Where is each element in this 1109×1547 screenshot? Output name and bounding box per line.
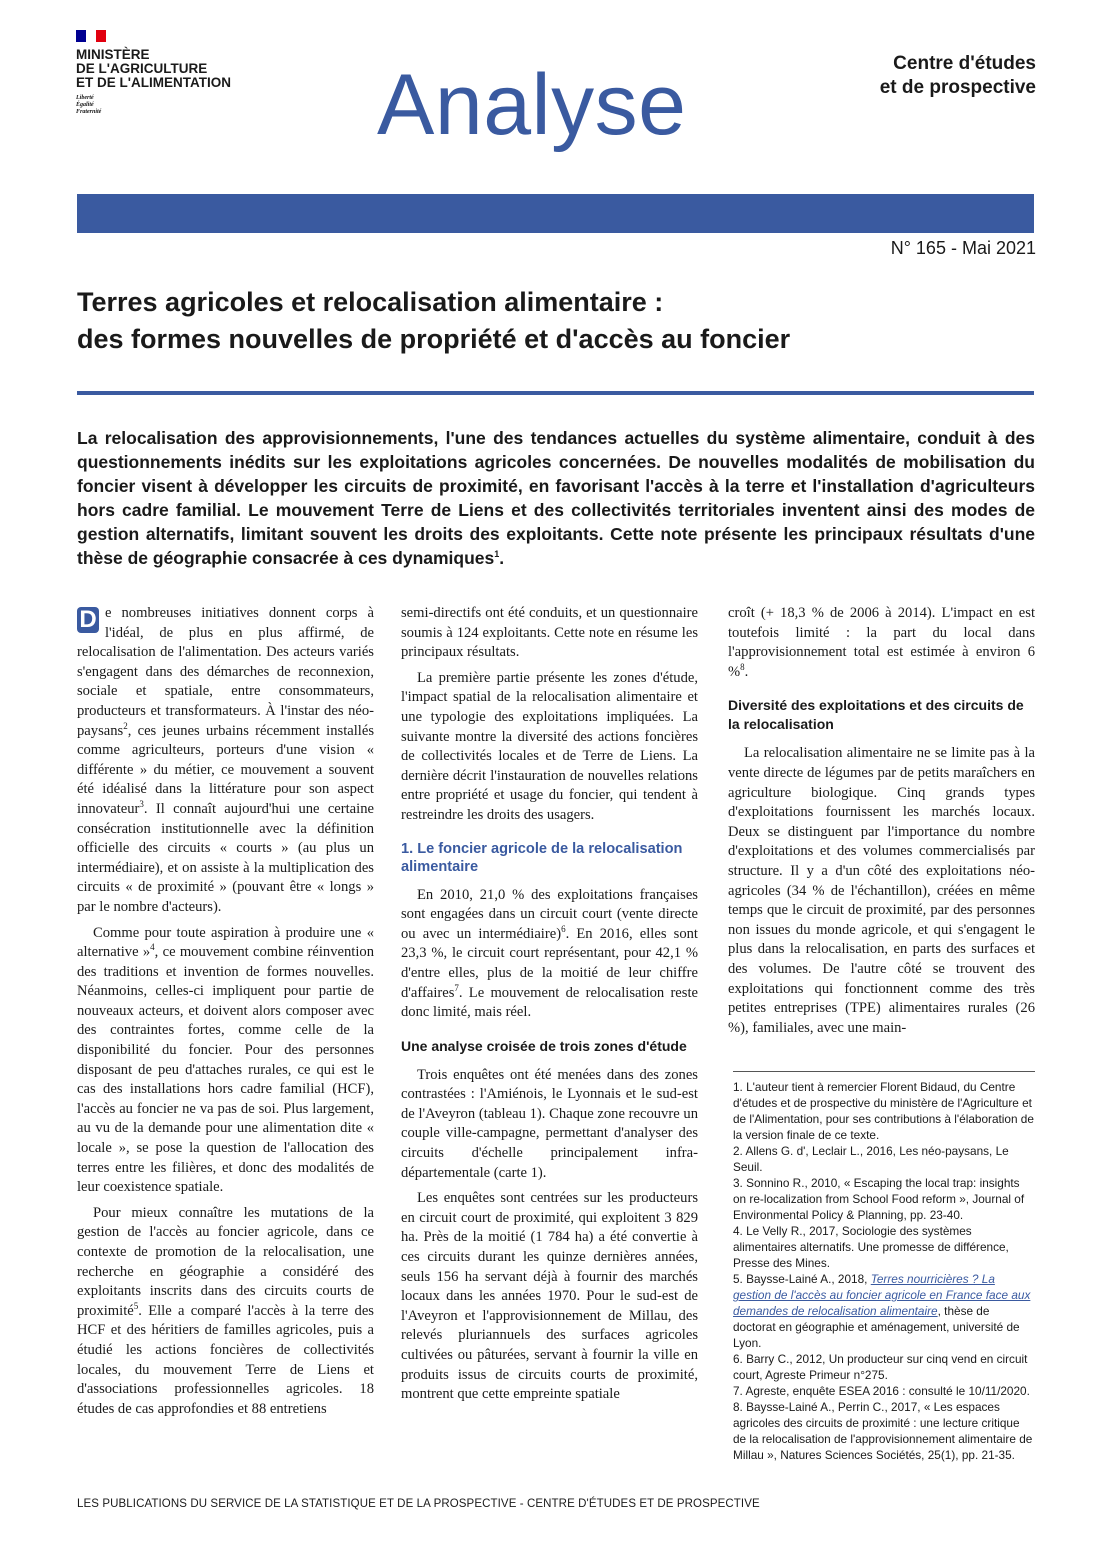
column-3 — [728, 604, 1035, 1044]
footnote: 8. Baysse-Lainé A., Perrin C., 2017, « Les espaces agricoles des circuits de proximité : une lecture critique de la relocalisation de l'approvisionnement alimentaire de Millau », Natures Sciences Sociétés, 25(1), pp. 21-35. — [733, 1400, 1033, 1462]
issue-number: N° 165 - Mai 2021 — [890, 238, 1036, 258]
footnote: 5. Baysse-Lainé A., 2018, Terres nourricières ? La gestion de l'accès au foncier agricole en France face aux demandes de relocalisation alimentaire, thèse de doctorat en géographie et aménagement, université de Lyon. — [733, 1272, 1031, 1350]
marianne-flag-icon — [76, 30, 106, 42]
headline-rule — [77, 391, 1034, 395]
footnote: 2. Allens G. d', Leclair L., 2016, Les néo-paysans, Le Seuil. — [733, 1144, 1009, 1174]
footnote: 3. Sonnino R., 2010, « Escaping the local trap: insights on re-localization from School Food reform », Journal of Environmental Policy & Planning, pp. 23-40. — [733, 1176, 1025, 1222]
abstract-text: La relocalisation des approvisionnements, l'une des tendances actuelles du système alimentaire, conduit à des questionnements inédits sur les exploitations agricoles concernées. De nouvelles modalités de mobilisation du foncier visent à développer les circuits de proximité, en favorisant l'accès à la terre et l'installation d'agriculteurs hors cadre familial. Le mouvement Terre de Liens et des collectivités territoriales inventent ainsi des modes de gestion alternatifs, limitant souvent les droits des exploitants. Cette note présente les principaux résultats d'une thèse de géographie consacrée à ces dynamiques — [77, 428, 1035, 568]
footnotes — [733, 1075, 1035, 1463]
footnote: 6. Barry C., 2012, Un producteur sur cinq vend en circuit court, Agreste Primeur n°275. — [733, 1352, 1028, 1382]
subsection-title: Diversité des exploitations et des circuits de la relocalisation — [728, 697, 1024, 733]
footnote: 4. Le Velly R., 2017, Sociologie des systèmes alimentaires alternatifs. Une promesse de différence, Presse des Mines. — [733, 1224, 1009, 1270]
center-name: Centre d'études et de prospective — [879, 53, 1036, 98]
headline-line-1: Terres agricoles et relocalisation alimentaire : — [77, 287, 664, 317]
article-headline — [77, 284, 1037, 358]
footnote-ref: 1 — [494, 549, 500, 560]
section-title: 1. Le foncier agricole de la relocalisation alimentaire — [401, 840, 683, 875]
paragraph: D e nombreuses initiatives donnent corps à l'idéal, de plus en plus affirmé, de relocalisation de l'alimentation. Des acteurs variés s'engagent dans des démarches de reconnexion, sociale et spatiale, entre consommateurs, producteurs et transformateurs. À l'instar des néo-paysans$^2$, ces jeunes urbains récemment installés comme agriculteurs, porteurs d'une vision « différente » du métier, ce mouvement a souvent été idéalisé dans la littérature pour son aspect innovateur$^3$. Il connaît aujourd'hui une certaine consécration institutionnelle avec la définition officielle des circuits « courts » (au plus un intermédiaire), et on assiste à la multiplication des circuits « de proximité » (pouvant être « longs » par le nombre d'acteurs). — [77, 605, 374, 915]
subsection-title: Une analyse croisée de trois zones d'étude — [401, 1037, 687, 1054]
header-band — [77, 194, 1034, 233]
publication-title: Analyse — [377, 57, 687, 153]
headline-line-2: des formes nouvelles de propriété et d'accès au foncier — [77, 324, 791, 354]
abstract: La relocalisation des approvisionnements, l'une des tendances actuelles du système alimentaire, conduit à des questionnements inédits sur les exploitations agricoles concernées. De nouvelles modalités de mobilisation du foncier visent à développer les circuits de proximité, en favorisant l'accès à la terre et l'installation d'agriculteurs hors cadre familial. Le mouvement Terre de Liens et des collectivités territoriales inventent ainsi des modes de gestion alternatifs, limitant souvent les droits des exploitants. Cette note présente les principaux résultats d'une thèse de géographie consacrée à ces dynamiques$^1$. — [77, 428, 1035, 568]
column-2 — [401, 604, 698, 1411]
paragraph: Trois enquêtes ont été menées dans des zones contrastées : l'Amiénois, le Lyonnais et le sud-est de l'Aveyron (tableau 1). Chaque zone recouvre un couple ville-campagne, permettant d'analyser des circuits d'échelle principalement infra-départementale (carte 1). — [401, 1066, 698, 1181]
ministry-logo — [76, 30, 276, 116]
paragraph: Les enquêtes sont centrées sur les producteurs en circuit court de proximité, qui exploitent 3 829 ha. Près de la moitié (1 784 ha) a été convertie à ces circuits durant les quinze dernières années, seuls 156 ha servant déjà à fournir des marchés locaux dans les années 1970. Pour le sud-est de l'Aveyron et l'approvisionnement de Millau, des relevés pluriannuels des surfaces agricoles cultivées ou pâturées, servant à fournir la ville en produits issus de circuits courts de proximité, montrent que cette empreinte spatiale — [401, 1190, 698, 1403]
paragraph: En 2010, 21,0 % des exploitations françaises sont engagées dans un circuit court (vente directe ou avec un intermédiaire)$^6$. En 2016, elles sont 23,3 %, le circuit court représentant, pour 42,1 % d'entre elles, plus de la moitié de leur chiffre d'affaires$^7$. Le mouvement de relocalisation reste donc limité, mais réel. — [401, 886, 698, 1021]
ministry-name: MINISTÈRE DE L'AGRICULTURE ET DE L'ALIMENTATION — [76, 47, 231, 90]
footnote: 7. Agreste, enquête ESEA 2016 : consulté le 10/11/2020. — [733, 1384, 1030, 1398]
page-footer: LES PUBLICATIONS DU SERVICE DE LA STATISTIQUE ET DE LA PROSPECTIVE - CENTRE D'ÉTUDES ET DE PROSPECTIVE — [77, 1498, 760, 1510]
paragraph: semi-directifs ont été conduits, et un questionnaire soumis à 124 exploitants. Cette note en résume les principaux résultats. — [401, 605, 698, 661]
paragraph: La première partie présente les zones d'étude, l'impact spatial de la relocalisation alimentaire et une typologie des exploitations impliquées. La suivante montre la diversité des actions foncières de collectivités locales et de Terre de Liens. La dernière décrit l'instauration de nouvelles relations entre propriété et usage du foncier, qui tendent à restreindre les droits des usagers. — [401, 669, 698, 823]
column-1 — [77, 604, 374, 1425]
paragraph: croît (+ 18,3 % de 2006 à 2014). L'impact en est toutefois limité : la part du local dans l'approvisionnement total est estimée à environ 6 %$^8$. — [728, 605, 1035, 680]
paragraph: Pour mieux connaître les mutations de la gestion de l'accès au foncier agricole, dans ce contexte de promotion de la relocalisation, une recherche en géographie a considéré des exploitants inscrits dans des circuits courts de proximité$^5$. Elle a comparé l'accès à la terre des HCF et des héritiers de familles agricoles, puis a étudié les actions foncières de collectivités locales, du mouvement Terre de Liens et d'associations professionnelles agricoles. 18 études de cas approfondies et 88 entretiens — [77, 1204, 374, 1417]
thesis-link[interactable]: Terres nourricières ? La gestion de l'accès au foncier agricole en France face aux demandes de relocalisation alimentaire — [733, 1272, 1031, 1318]
dropcap: D — [77, 607, 99, 633]
footnote: 1. L'auteur tient à remercier Florent Bidaud, du Centre d'études et de prospective du ministère de l'Agriculture et de l'Alimentation, pour ses contributions à l'élaboration de la version finale de ce texte. — [733, 1080, 1034, 1142]
paragraph: Comme pour toute aspiration à produire une « alternative »$^4$, ce mouvement combine réinvention des traditions et invention de formes nouvelles. Néanmoins, celles-ci impliquent pour partie de nouveaux acteurs, et doivent alors composer avec des contraintes fortes, comme celle de la disponibilité du foncier. Pour des personnes disposant de peu d'attaches rurales, ce qui est le cas des installations hors cadre familial (HCF), l'accès au foncier ne va pas de soi. Plus largement, au vu de la demande pour une alimentation dite « locale », se pose la question de l'allocation des terres entre les filières, et donc des modalités de leur coexistence spatiale. — [77, 924, 375, 1196]
republic-motto: Liberté Égalité Fraternité — [76, 95, 102, 115]
footnotes-rule — [733, 1071, 1035, 1072]
paragraph: La relocalisation alimentaire ne se limite pas à la vente directe de légumes par de petits maraîchers en agriculture biologique. Cinq grands types d'exploitations fournissent les marchés locaux. Deux se distinguent par l'importance du nombre d'exploitations et des volumes commercialisés par structure. Il y a d'un côté des exploitations néo-agricoles (34 % de l'échantillon), créées en même temps que le circuit de proximité, par des personnes non issues du monde agricole, et qui s'engagent le plus dans la relocalisation, en parts des surfaces et des volumes. De l'autre côté se trouvent des exploitations qui fonctionnent comme des très petites entreprises (TPE) alimentaires rurales (26 %), familiales, avec une main- — [728, 745, 1035, 1036]
